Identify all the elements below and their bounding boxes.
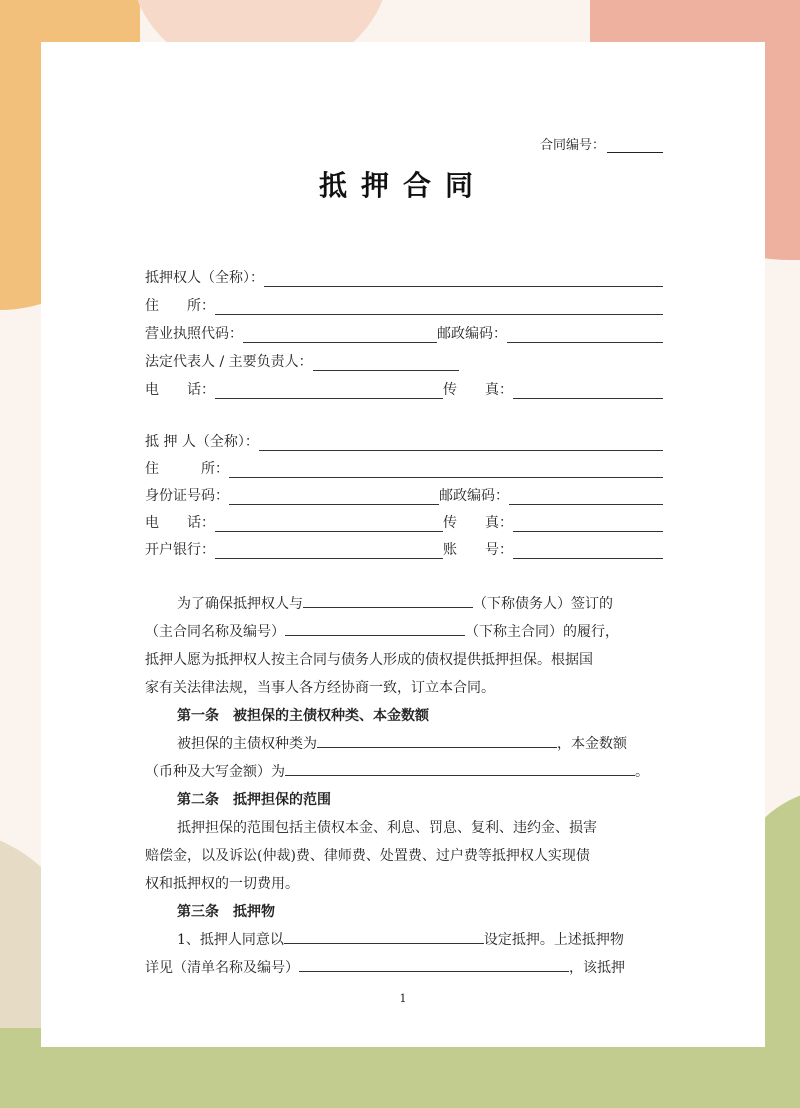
mortgagee-legal-rep-row <box>145 349 663 371</box>
article-3-text-2: 设定抵押。上述抵押物 <box>483 932 624 948</box>
mortgagor-account-label: 账 号： <box>443 542 513 558</box>
article-1-text-3: （币种及大写金额）为 <box>145 764 285 780</box>
article-2-heading: 第二条 抵押担保的范围 <box>177 792 331 808</box>
mortgagor-bank-row <box>145 537 663 559</box>
mortgagee-name-field[interactable] <box>264 271 663 287</box>
mortgagor-name-row <box>145 429 663 451</box>
article-1-text-4: 。 <box>635 764 649 780</box>
mortgagee-phone-field[interactable] <box>215 383 443 399</box>
article-3-text-1: 1、抵押人同意以 <box>177 932 284 948</box>
mortgagee-postcode-label: 邮政编码： <box>437 326 507 342</box>
mortgagee-name-row <box>145 265 663 287</box>
intro-text-2: （下称债务人）签订的 <box>473 596 613 612</box>
article-3-heading: 第三条 抵押物 <box>177 904 275 920</box>
intro-text-4: （下称主合同）的履行， <box>465 624 619 640</box>
mortgagor-fax-field[interactable] <box>513 516 663 532</box>
article-2-text-2: 赔偿金，以及诉讼(仲裁)费、律师费、处置费、过户费等抵押权人实现债 <box>145 848 590 864</box>
mortgagee-fax-field[interactable] <box>513 383 663 399</box>
mortgagor-name-field[interactable] <box>259 435 663 451</box>
mortgagor-address-row <box>145 456 663 478</box>
article-1-text-1: 被担保的主债权种类为 <box>177 736 317 752</box>
mortgagor-fax-label: 传 真： <box>443 515 513 531</box>
intro-text-6: 家有关法律法规，当事人各方经协商一致，订立本合同。 <box>145 680 495 696</box>
intro-paragraph <box>145 590 663 702</box>
collateral-blank[interactable] <box>284 928 484 944</box>
mortgagee-address-row <box>145 293 663 315</box>
principal-amount-blank[interactable] <box>285 760 635 776</box>
mortgagee-fax-label: 传 真： <box>443 382 513 398</box>
contract-number <box>540 134 663 153</box>
mortgagee-license-field[interactable] <box>243 327 437 343</box>
article-2-text-3: 权和抵押权的一切费用。 <box>145 876 299 892</box>
mortgagee-phone-label: 电 话： <box>145 382 215 398</box>
mortgagor-address-field[interactable] <box>229 462 663 478</box>
contract-number-blank[interactable] <box>607 138 663 153</box>
debt-type-blank[interactable] <box>317 732 557 748</box>
mortgagor-name-label: 抵 押 人（全称）： <box>145 434 259 450</box>
article-1 <box>145 702 663 786</box>
mortgagor-id-row <box>145 483 663 505</box>
collateral-list-blank[interactable] <box>299 956 569 972</box>
mortgagee-phone-row <box>145 377 663 399</box>
mortgagor-bank-label: 开户银行： <box>145 542 215 558</box>
article-3-text-3: 详见（清单名称及编号） <box>145 960 299 976</box>
mortgagor-phone-field[interactable] <box>215 516 443 532</box>
mortgagee-legal-rep-label: 法定代表人 / 主要负责人： <box>145 354 313 370</box>
mortgagee-postcode-field[interactable] <box>507 327 663 343</box>
article-1-heading: 第一条 被担保的主债权种类、本金数额 <box>177 708 429 724</box>
article-3-text-4: ，该抵押 <box>569 960 625 976</box>
article-2 <box>145 786 663 898</box>
article-3 <box>145 898 663 982</box>
mortgagee-license-row <box>145 321 663 343</box>
mortgagee-legal-rep-field[interactable] <box>313 355 459 371</box>
article-1-text-2: ，本金数额 <box>557 736 627 752</box>
mortgagee-name-label: 抵押权人（全称）： <box>145 270 264 286</box>
mortgagor-account-field[interactable] <box>513 543 663 559</box>
document-title: 抵押合同 <box>318 169 487 202</box>
main-contract-blank[interactable] <box>285 620 465 636</box>
debtor-blank[interactable] <box>303 592 473 608</box>
mortgagor-postcode-label: 邮政编码： <box>439 488 509 504</box>
mortgagor-id-label: 身份证号码： <box>145 488 229 504</box>
mortgagor-phone-row <box>145 510 663 532</box>
article-2-text-1: 抵押担保的范围包括主债权本金、利息、罚息、复利、违约金、损害 <box>177 820 597 836</box>
mortgagor-postcode-field[interactable] <box>509 489 663 505</box>
mortgagee-license-label: 营业执照代码： <box>145 326 243 342</box>
intro-text-3: （主合同名称及编号） <box>145 624 285 640</box>
mortgagor-phone-label: 电 话： <box>145 515 215 531</box>
mortgagor-id-field[interactable] <box>229 489 439 505</box>
mortgagee-address-label: 住 所： <box>145 298 215 314</box>
contract-number-label: 合同编号： <box>539 138 605 153</box>
document-page <box>41 42 765 1047</box>
intro-text-1: 为了确保抵押权人与 <box>177 596 303 612</box>
page-number: 1 <box>399 992 407 1005</box>
intro-text-5: 抵押人愿为抵押权人按主合同与债务人形成的债权提供抵押担保。根据国 <box>145 652 593 668</box>
mortgagor-bank-field[interactable] <box>215 543 443 559</box>
mortgagor-address-label: 住 所： <box>145 461 229 477</box>
mortgagee-address-field[interactable] <box>215 299 663 315</box>
